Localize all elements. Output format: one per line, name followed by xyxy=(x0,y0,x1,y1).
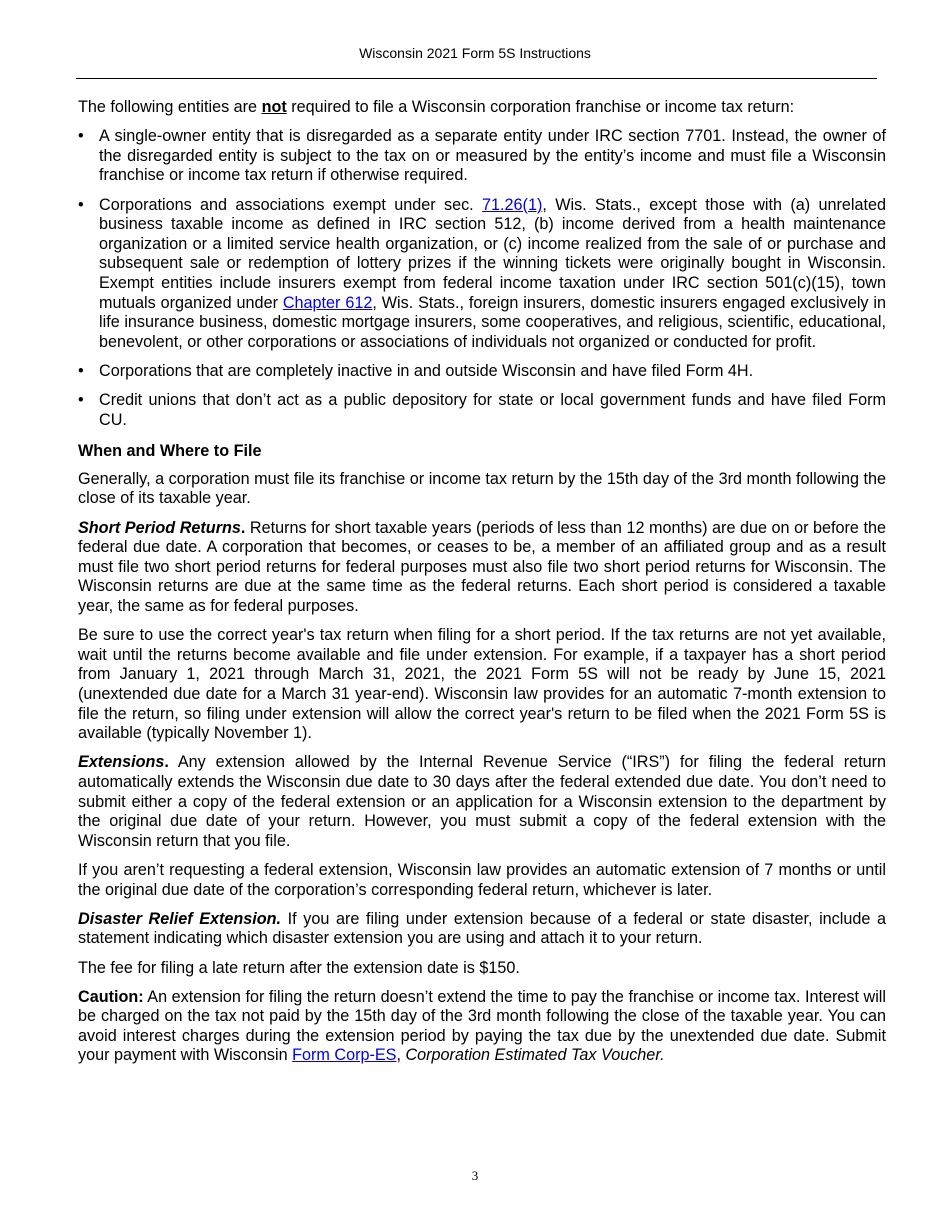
filing-deadline-paragraph: Generally, a corporation must file its franchise or income tax return by the 15th day of the 3rd month following the close of its taxable year. xyxy=(78,469,886,508)
link-form-corp-es[interactable]: Form Corp-ES xyxy=(292,1046,397,1065)
page-number: 3 xyxy=(471,1168,479,1183)
extensions-paragraph: Extensions. Any extension allowed by the Internal Revenue Service (“IRS”) for filing the federal return automatically extends the Wisconsin due date to 30 days after the federal extended due date. You don’t need to submit either a copy of the federal extension or an application for a Wisconsin extension to the department by the original due date of your return. However, you must submit a copy of the federal extension with the Wisconsin return that you file. xyxy=(78,753,886,850)
disaster-relief-paragraph: Disaster Relief Extension. If you are filing under extension because of a federal or state disaster, include a statement indicating which disaster extension you are using and attach it to your return. xyxy=(78,909,886,948)
not-emphasis: not xyxy=(261,98,287,116)
bullet-icon: • xyxy=(78,361,84,380)
intro-paragraph: The following entities are not required to file a Wisconsin corporation franchise or income tax return: xyxy=(78,98,795,116)
list-item: • Credit unions that don’t act as a public depository for state or local government funds and have filed Form CU. xyxy=(78,391,886,429)
bullet-icon: • xyxy=(78,195,84,214)
bullet-icon: • xyxy=(78,127,84,146)
list-item: • Corporations that are completely inactive in and outside Wisconsin and have filed Form 4H. xyxy=(78,361,754,380)
header-divider xyxy=(76,78,877,79)
automatic-extension-paragraph: If you aren’t requesting a federal extension, Wisconsin law provides an automatic extension of 7 months or until the original due date of the corporation’s corresponding federal return, whichever is later. xyxy=(78,860,886,899)
page-header: Wisconsin 2021 Form 5S Instructions xyxy=(359,45,591,61)
late-fee-paragraph: The fee for filing a late return after the extension date is $150. xyxy=(78,958,520,977)
exempt-entities-list xyxy=(78,127,886,430)
link-chapter-612[interactable]: Chapter 612 xyxy=(282,293,373,312)
list-item: • Corporations and associations exempt under sec. 71.26(1), Wis. Stats., except those with (a) unrelated business taxable income as defined in IRC section 512, (b) income derived from a health maintenance organization or a limited service health organization, or (c) income realized from the sale of or purchase and subsequent sale or redemption of lottery prizes if the winning tickets were originally bought in Wisconsin. Exempt entities include insurers exempt from federal income taxation under IRC section 501(c)(15), town mutuals organized under Chapter 612, Wis. Stats., foreign insurers, domestic insurers engaged exclusively in life insurance business, domestic mortgage insurers, some cooperatives, and religious, scientific, educational, benevolent, or other corporations or associations of individuals not organized or conducted for profit. xyxy=(78,195,887,351)
list-item: • A single-owner entity that is disregarded as a separate entity under IRC section 7701. Instead, the owner of the disregarded entity is subject to the tax on or measured by the entity’s income and must file a Wisconsin franchise or income tax return if otherwise required. xyxy=(78,127,886,185)
document-body xyxy=(78,98,886,1076)
short-period-paragraph: Short Period Returns. Returns for short taxable years (periods of less than 12 months) are due on or before the federal due date. A corporation that becomes, or ceases to be, a member of an affiliated group and as a result must file two short period returns for federal purposes must also file two short period returns for Wisconsin. The Wisconsin returns are due at the same time as the federal returns. Each short period is considered a taxable year, the same as for federal purposes. xyxy=(78,518,886,616)
section-heading: When and Where to File xyxy=(78,442,262,461)
caution-paragraph: Caution: An extension for filing the return doesn’t extend the time to pay the franchise or income tax. Interest will be charged on the tax not paid by the 15th day of the 3rd month following the close of the taxable year. You can avoid interest charges during the extension period by paying the tax due by the unextended due date. Submit your payment with Wisconsin Form Corp-ES, Corporation Estimated Tax Voucher. xyxy=(78,987,886,1065)
link-71-26-1[interactable]: 71.26(1) xyxy=(482,195,543,214)
correct-year-paragraph: Be sure to use the correct year's tax return when filing for a short period. If the tax returns are not yet available, wait until the returns become available and file under extension. For example, if a taxpayer has a short period from January 1, 2021 through March 31, 2021, the 2021 Form 5S will not be ready by June 15, 2021 (unextended due date for a March 31 year-end). Wisconsin law provides for an automatic 7-month extension to file the return, so filing under extension will allow the correct year's return to be filed when the 2021 Form 5S is available (typically November 1). xyxy=(78,626,886,743)
bullet-icon: • xyxy=(78,391,84,410)
